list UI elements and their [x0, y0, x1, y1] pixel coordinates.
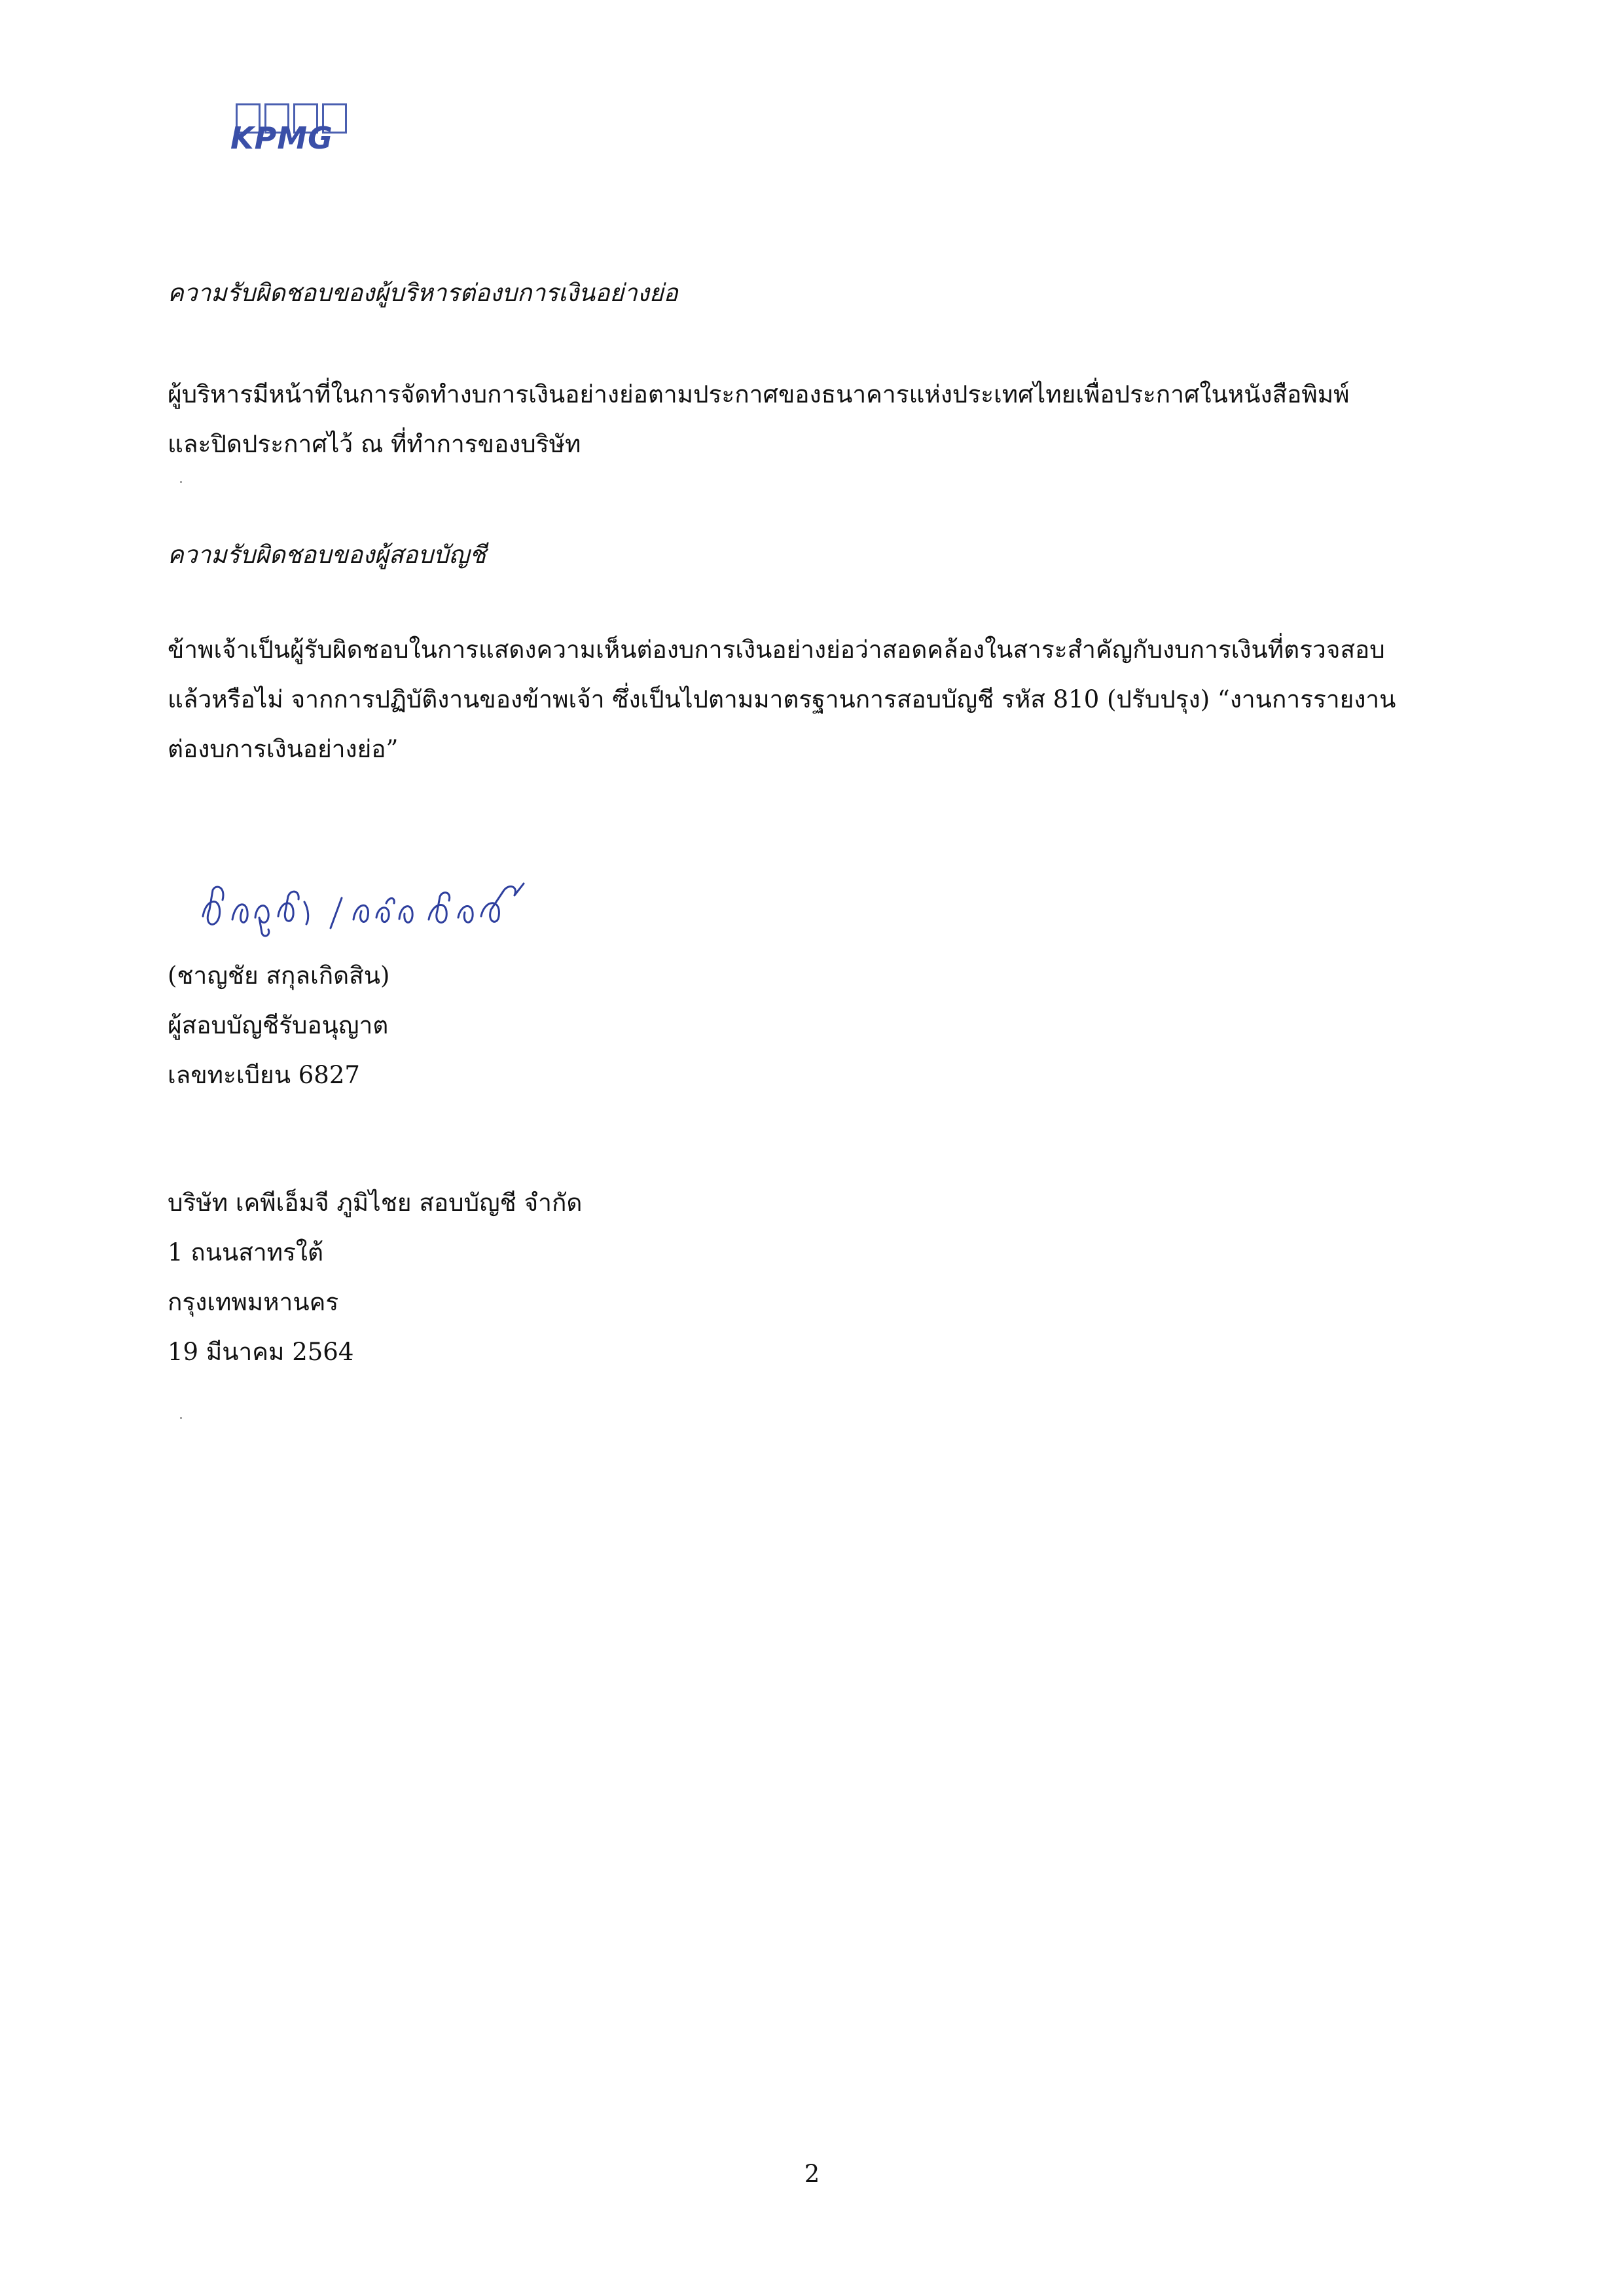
management-heading: ความรับผิดชอบของผู้บริหารต่องบการเงินอย่างย่อ	[168, 279, 678, 307]
paragraph-line: ข้าพเจ้าเป็นผู้รับผิดชอบในการแสดงความเห็นต่องบการเงินอย่างย่อว่าสอดคล้องในสาระสำคัญกับงบการเงินที่ตรวจสอบ	[168, 636, 1385, 664]
signer-block	[168, 951, 1483, 1100]
signer-title: ผู้สอบบัญชีรับอนุญาต	[168, 1011, 389, 1039]
logo-text: KPMG	[230, 120, 333, 156]
scan-speck	[180, 481, 182, 483]
paragraph-line: แล้วหรือไม่ จากการปฏิบัติงานของข้าพเจ้า ซึ่งเป็นไปตามมาตรฐานการสอบบัญชี รหัส 810 (ปรับปรุง) “งานการรายงาน	[168, 685, 1396, 713]
signer-name: (ชาญชัย สกุลเกิดสิน)	[168, 961, 390, 990]
firm-city: กรุงเทพมหานคร	[168, 1288, 339, 1316]
firm-address: 1 ถนนสาทรใต้	[168, 1238, 324, 1266]
firm-name: บริษัท เคพีเอ็มจี ภูมิไชย สอบบัญชี จำกัด	[168, 1189, 583, 1217]
auditor-paragraph	[168, 625, 1483, 774]
kpmg-logo	[230, 103, 355, 156]
management-paragraph	[168, 370, 1483, 469]
auditor-heading: ความรับผิดชอบของผู้สอบบัญชี	[168, 541, 486, 569]
paragraph-line: ผู้บริหารมีหน้าที่ในการจัดทำงบการเงินอย่างย่อตามประกาศของธนาคารแห่งประเทศไทยเพื่อประกาศในหนังสือพิมพ์	[168, 380, 1350, 408]
paragraph-line: ต่องบการเงินอย่างย่อ”	[168, 735, 399, 763]
signer-registration: เลขทะเบียน 6827	[168, 1061, 360, 1089]
handwritten-signature	[196, 870, 537, 942]
scan-speck	[180, 1417, 182, 1419]
paragraph-line: และปิดประกาศไว้ ณ ที่ทำการของบริษัท	[168, 430, 581, 458]
page-number: 2	[804, 2160, 820, 2188]
firm-block	[168, 1178, 1483, 1377]
report-date: 19 มีนาคม 2564	[168, 1338, 354, 1366]
